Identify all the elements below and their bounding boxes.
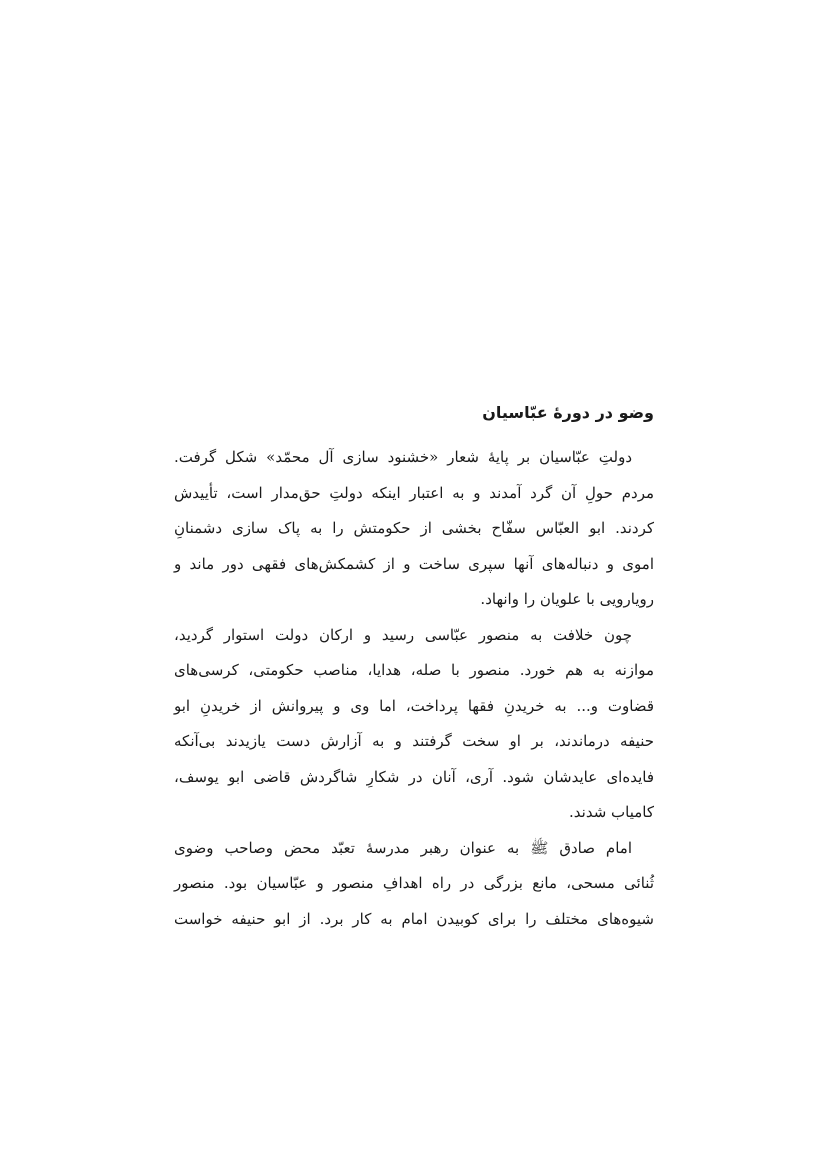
paragraph-line: رویارویی با علویان را وانهاد. (480, 590, 654, 608)
paragraph-line: امام صادق ﷺ به عنوان رهبر مدرسهٔ تعبّد محض وصاحب وضوی (174, 838, 632, 857)
section-heading: وضو در دورهٔ عبّاسیان (482, 403, 654, 422)
paragraph-line: کامیاب شدند. (569, 803, 654, 821)
paragraph-line: دولتِ عبّاسیان بر پایهٔ شعار «خشنود سازی آل محمّد» شکل گرفت. (174, 448, 632, 466)
paragraph-3 (174, 831, 654, 938)
paragraph-line: کردند. ابو العبّاس سفّاح بخشی از حکومتش را به پاک سازی دشمنانِ (174, 519, 654, 537)
paragraph-line: مردم حولِ آن گرد آمدند و به اعتبار اینکه دولتِ حق‌مدار است، تأییدش (174, 483, 654, 502)
paragraph-line: قضاوت و... به خریدنِ فقها پرداخت، اما وی و پیروانش از خریدنِ ابو (174, 696, 654, 715)
paragraph-line: اموی و دنباله‌های آنها سپری ساخت و از کشمکش‌های فقهی دور ماند و (174, 554, 654, 573)
paragraph-line: ثُنائی مسحی، مانع بزرگی در راه اهدافِ منصور و عبّاسیان بود. منصور (174, 874, 654, 892)
paragraph-line: شیوه‌های مختلف را برای کوبیدن امام به کار برد. از ابو حنیفه خواست (174, 909, 654, 928)
page-body (174, 402, 654, 937)
paragraph-line: موازنه به هم خورد. منصور با صله، هدایا، مناصب حکومتی، کرسی‌های (174, 661, 654, 679)
paragraph-line: حنیفه درماندند، بر او سخت گرفتند و به آزارش دست یازیدند بی‌آنکه (174, 732, 654, 750)
paragraph-line: چون خلافت به منصور عبّاسی رسید و ارکان دولت استوار گردید، (174, 625, 632, 644)
paragraph-2 (174, 618, 654, 831)
paragraph-line: فایده‌ای عایدشان شود. آری، آنان در شکارِ شاگردش قاضی ابو یوسف، (174, 767, 654, 786)
paragraph-1 (174, 440, 654, 618)
